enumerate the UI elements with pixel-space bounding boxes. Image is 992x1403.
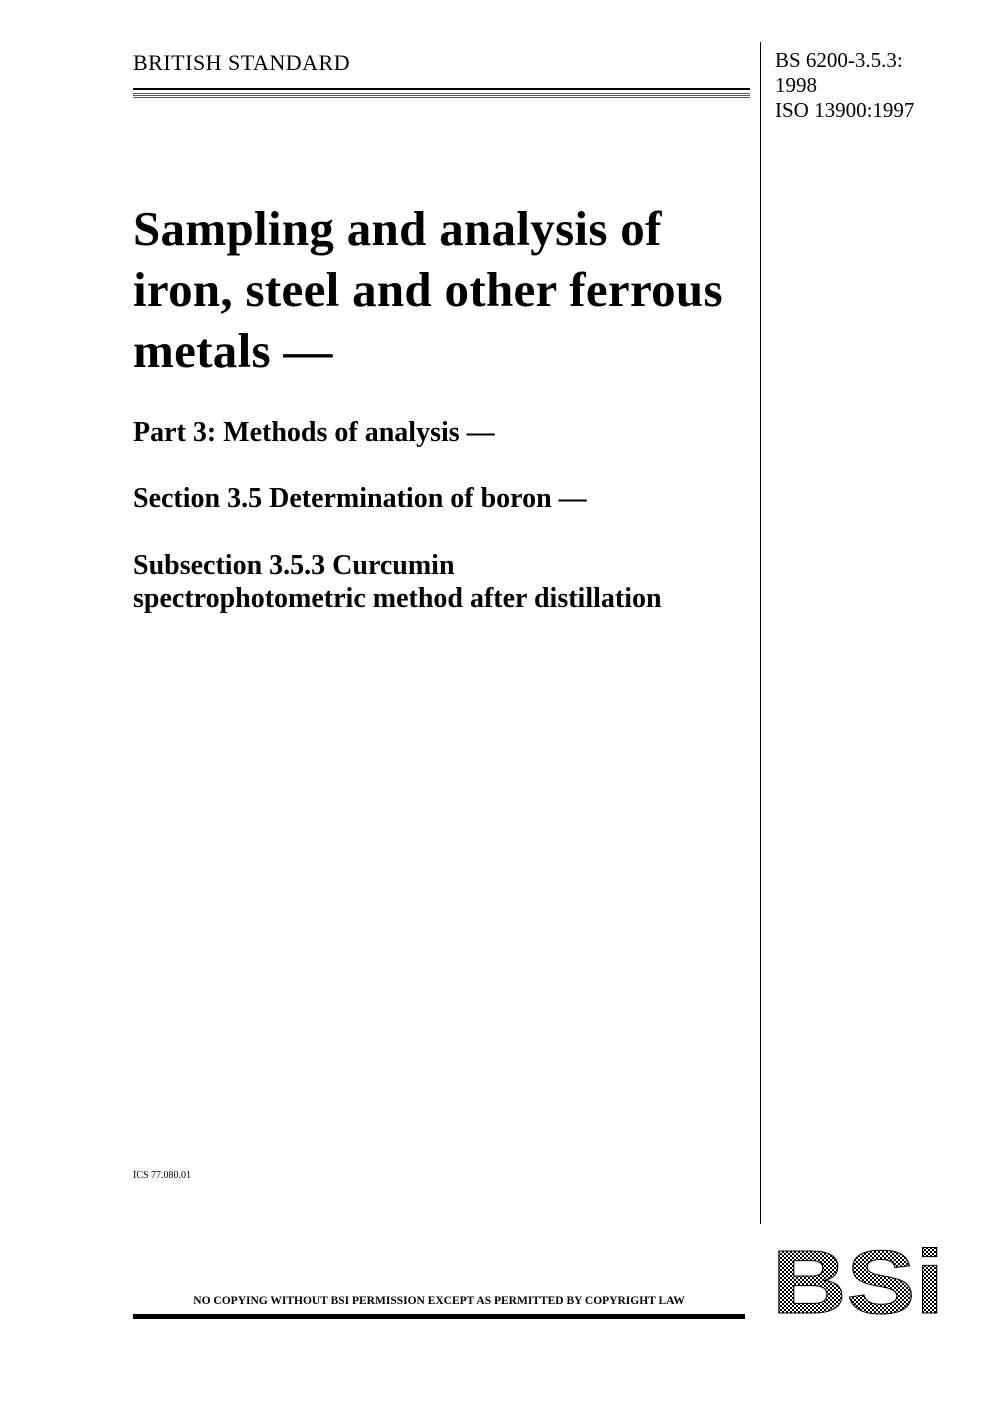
copyright-notice: NO COPYING WITHOUT BSI PERMISSION EXCEPT AS PERMITTED BY COPYRIGHT LAW (193, 1295, 685, 1307)
standard-number: BS 6200-3.5.3: (775, 48, 903, 72)
section-title: Section 3.5 Determination of boron — (133, 483, 587, 514)
standard-number-block (775, 48, 914, 123)
svg-text:BSi: BSi (772, 1243, 944, 1319)
footer-rule (133, 1314, 745, 1319)
header-hatched-rule (133, 93, 750, 99)
document-title: Sampling and analysis of iron, steel and other ferrous metals — (133, 201, 723, 378)
header-rule (133, 88, 750, 90)
standard-year: 1998 (775, 73, 817, 97)
part-title: Part 3: Methods of analysis — (133, 417, 495, 448)
vertical-divider (760, 42, 761, 1224)
iso-number: ISO 13900:1997 (775, 98, 915, 122)
subsection-title: Subsection 3.5.3 Curcumin spectrophotometric method after distillation (133, 550, 662, 614)
bsi-logo (770, 1243, 946, 1319)
series-label: BRITISH STANDARD (133, 50, 351, 75)
ics-code: ICS 77.080.01 (133, 1170, 192, 1181)
